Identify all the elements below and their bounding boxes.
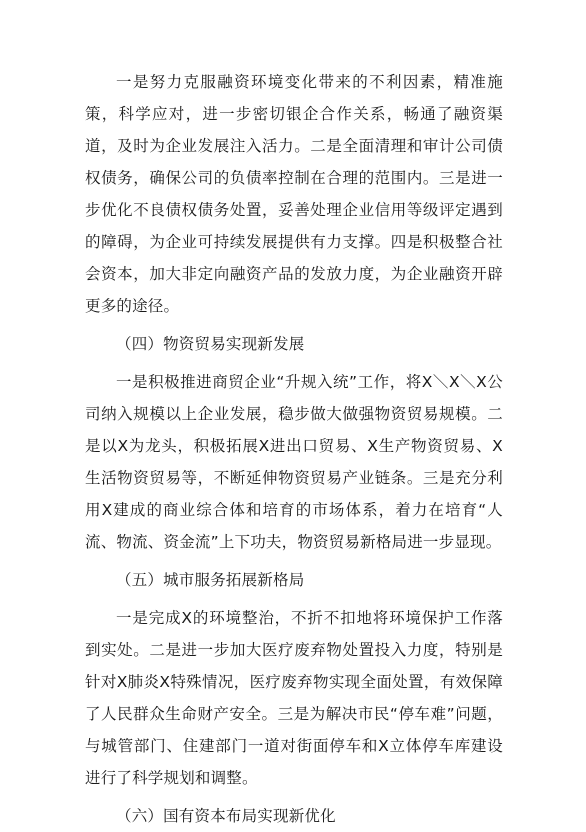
paragraph-city-services: 一是完成X的环境整治，不折不扣地将环境保护工作落到实处。二是进一步加大医疗废弃物处置投入力度，特别是针对X肺炎X特殊情况，医疗废弃物实现全面处置，有效保障了人民群众生命财产安全。三是为解决市民“停车难”问题，与城管部门、住建部门一道对街面停车和X立体停车库建设进行了科学规划和调整。 <box>85 609 503 787</box>
paragraph-financing: 一是努力克服融资环境变化带来的不利因素，精准施策，科学应对，进一步密切银企合作关系，畅通了融资渠道，及时为企业发展注入活力。二是全面清理和审计公司债权债务，确保公司的负债率控制在合理的范围内。三是进一步优化不良债权债务处置，妥善处理企业信用等级评定遇到的障碍，为企业可持续发展提供有力支撑。四是积极整合社会资本，加大非定向融资产品的发放力度，为企业融资开辟更多的途径。 <box>85 73 503 315</box>
section-heading-6: （六）国有资本布局实现新优化 <box>116 807 336 825</box>
section-heading-4: （四）物资贸易实现新发展 <box>116 335 305 353</box>
section-heading-5: （五）城市服务拓展新格局 <box>116 571 305 589</box>
document-page <box>85 66 503 832</box>
paragraph-trade: 一是积极推进商贸企业“升规入统”工作，将X＼X＼X公司纳入规模以上企业发展，稳步做大做强物资贸易规模。二是以X为龙头，积极拓展X进出口贸易、X生产物资贸易、X生活物资贸易等，不断延伸物资贸易产业链条。三是充分利用X建成的商业综合体和培育的市场体系，着力在培育“人流、物流、资金流”上下功夫，物资贸易新格局进一步显现。 <box>85 373 503 551</box>
